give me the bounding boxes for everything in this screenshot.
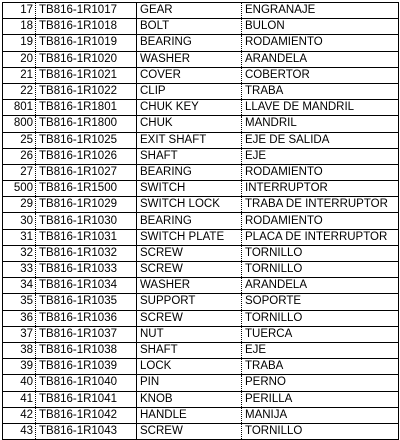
english-name-cell: GEAR [137,3,242,19]
item-number-cell: 33 [3,262,36,278]
part-code-cell: TB816-1R1041 [36,391,137,407]
english-name-cell: SWITCH PLATE [137,229,242,245]
english-name-cell: SCREW [137,245,242,261]
spanish-name-cell: ARANDELA [242,51,399,67]
spanish-name-cell: RODAMIENTO [242,35,399,51]
table-row [3,423,399,439]
part-code-cell: TB816-1R1018 [36,19,137,35]
spanish-name-cell: TORNILLO [242,245,399,261]
spanish-name-cell: EJE [242,148,399,164]
item-number-cell: 38 [3,342,36,358]
table-row [3,294,399,310]
spanish-name-cell: TRABA DE INTERRUPTOR [242,197,399,213]
item-number-cell: 800 [3,116,36,132]
item-number-cell: 21 [3,67,36,83]
spanish-name-cell: PERILLA [242,391,399,407]
part-code-cell: TB816-1R1801 [36,100,137,116]
spanish-name-cell: RODAMIENTO [242,164,399,180]
table-row [3,83,399,99]
spanish-name-cell: ENGRANAJE [242,3,399,19]
table-row [3,51,399,67]
table-row [3,3,399,19]
item-number-cell: 31 [3,229,36,245]
english-name-cell: SCREW [137,310,242,326]
spanish-name-cell: TRABA [242,359,399,375]
english-name-cell: SWITCH [137,181,242,197]
table-row [3,262,399,278]
spanish-name-cell: TORNILLO [242,423,399,439]
table-row [3,116,399,132]
part-code-cell: TB816-1R1035 [36,294,137,310]
table-row [3,375,399,391]
table-row [3,407,399,423]
spanish-name-cell: COBERTOR [242,67,399,83]
table-row [3,132,399,148]
part-code-cell: TB816-1R1021 [36,67,137,83]
part-code-cell: TB816-1R1034 [36,278,137,294]
english-name-cell: EXIT SHAFT [137,132,242,148]
item-number-cell: 26 [3,148,36,164]
part-code-cell: TB816-1R1500 [36,181,137,197]
english-name-cell: CHUK KEY [137,100,242,116]
item-number-cell: 17 [3,3,36,19]
table-row [3,67,399,83]
english-name-cell: NUT [137,326,242,342]
item-number-cell: 19 [3,35,36,51]
english-name-cell: PIN [137,375,242,391]
spanish-name-cell: INTERRUPTOR [242,181,399,197]
spanish-name-cell: ARANDELA [242,278,399,294]
table-row [3,229,399,245]
part-code-cell: TB816-1R1032 [36,245,137,261]
item-number-cell: 42 [3,407,36,423]
item-number-cell: 27 [3,164,36,180]
part-code-cell: TB816-1R1043 [36,423,137,439]
table-row [3,278,399,294]
table-row [3,100,399,116]
spanish-name-cell: PERNO [242,375,399,391]
part-code-cell: TB816-1R1027 [36,164,137,180]
item-number-cell: 32 [3,245,36,261]
spanish-name-cell: BULON [242,19,399,35]
spanish-name-cell: MANDRIL [242,116,399,132]
part-code-cell: TB816-1R1040 [36,375,137,391]
table-row [3,245,399,261]
part-code-cell: TB816-1R1037 [36,326,137,342]
table-row [3,359,399,375]
english-name-cell: SUPPORT [137,294,242,310]
english-name-cell: LOCK [137,359,242,375]
english-name-cell: SCREW [137,423,242,439]
item-number-cell: 40 [3,375,36,391]
part-code-cell: TB816-1R1800 [36,116,137,132]
item-number-cell: 18 [3,19,36,35]
item-number-cell: 39 [3,359,36,375]
english-name-cell: CHUK [137,116,242,132]
item-number-cell: 30 [3,213,36,229]
item-number-cell: 43 [3,423,36,439]
spanish-name-cell: SOPORTE [242,294,399,310]
spanish-name-cell: LLAVE DE MANDRIL [242,100,399,116]
table-row [3,148,399,164]
spanish-name-cell: MANIJA [242,407,399,423]
item-number-cell: 25 [3,132,36,148]
table-row [3,342,399,358]
table-row [3,181,399,197]
table-row [3,197,399,213]
table-row [3,35,399,51]
parts-table [2,2,399,440]
english-name-cell: WASHER [137,51,242,67]
spanish-name-cell: RODAMIENTO [242,213,399,229]
part-code-cell: TB816-1R1038 [36,342,137,358]
english-name-cell: SHAFT [137,342,242,358]
english-name-cell: CLIP [137,83,242,99]
part-code-cell: TB816-1R1036 [36,310,137,326]
item-number-cell: 37 [3,326,36,342]
parts-table-body [3,3,399,440]
part-code-cell: TB816-1R1017 [36,3,137,19]
part-code-cell: TB816-1R1022 [36,83,137,99]
spanish-name-cell: TORNILLO [242,262,399,278]
table-row [3,391,399,407]
spanish-name-cell: TRABA [242,83,399,99]
spanish-name-cell: TORNILLO [242,310,399,326]
item-number-cell: 29 [3,197,36,213]
english-name-cell: BOLT [137,19,242,35]
item-number-cell: 22 [3,83,36,99]
english-name-cell: SCREW [137,262,242,278]
english-name-cell: BEARING [137,213,242,229]
table-row [3,310,399,326]
part-code-cell: TB816-1R1039 [36,359,137,375]
table-row [3,19,399,35]
table-row [3,164,399,180]
part-code-cell: TB816-1R1042 [36,407,137,423]
english-name-cell: COVER [137,67,242,83]
spanish-name-cell: EJE DE SALIDA [242,132,399,148]
part-code-cell: TB816-1R1026 [36,148,137,164]
english-name-cell: HANDLE [137,407,242,423]
part-code-cell: TB816-1R1033 [36,262,137,278]
spanish-name-cell: EJE [242,342,399,358]
item-number-cell: 35 [3,294,36,310]
table-row [3,213,399,229]
item-number-cell: 20 [3,51,36,67]
english-name-cell: SHAFT [137,148,242,164]
part-code-cell: TB816-1R1031 [36,229,137,245]
english-name-cell: SWITCH LOCK [137,197,242,213]
spanish-name-cell: PLACA DE INTERRUPTOR [242,229,399,245]
part-code-cell: TB816-1R1019 [36,35,137,51]
item-number-cell: 36 [3,310,36,326]
part-code-cell: TB816-1R1030 [36,213,137,229]
english-name-cell: BEARING [137,164,242,180]
english-name-cell: WASHER [137,278,242,294]
spanish-name-cell: TUERCA [242,326,399,342]
english-name-cell: KNOB [137,391,242,407]
table-row [3,326,399,342]
part-code-cell: TB816-1R1025 [36,132,137,148]
item-number-cell: 41 [3,391,36,407]
item-number-cell: 500 [3,181,36,197]
item-number-cell: 34 [3,278,36,294]
english-name-cell: BEARING [137,35,242,51]
part-code-cell: TB816-1R1020 [36,51,137,67]
part-code-cell: TB816-1R1029 [36,197,137,213]
item-number-cell: 801 [3,100,36,116]
